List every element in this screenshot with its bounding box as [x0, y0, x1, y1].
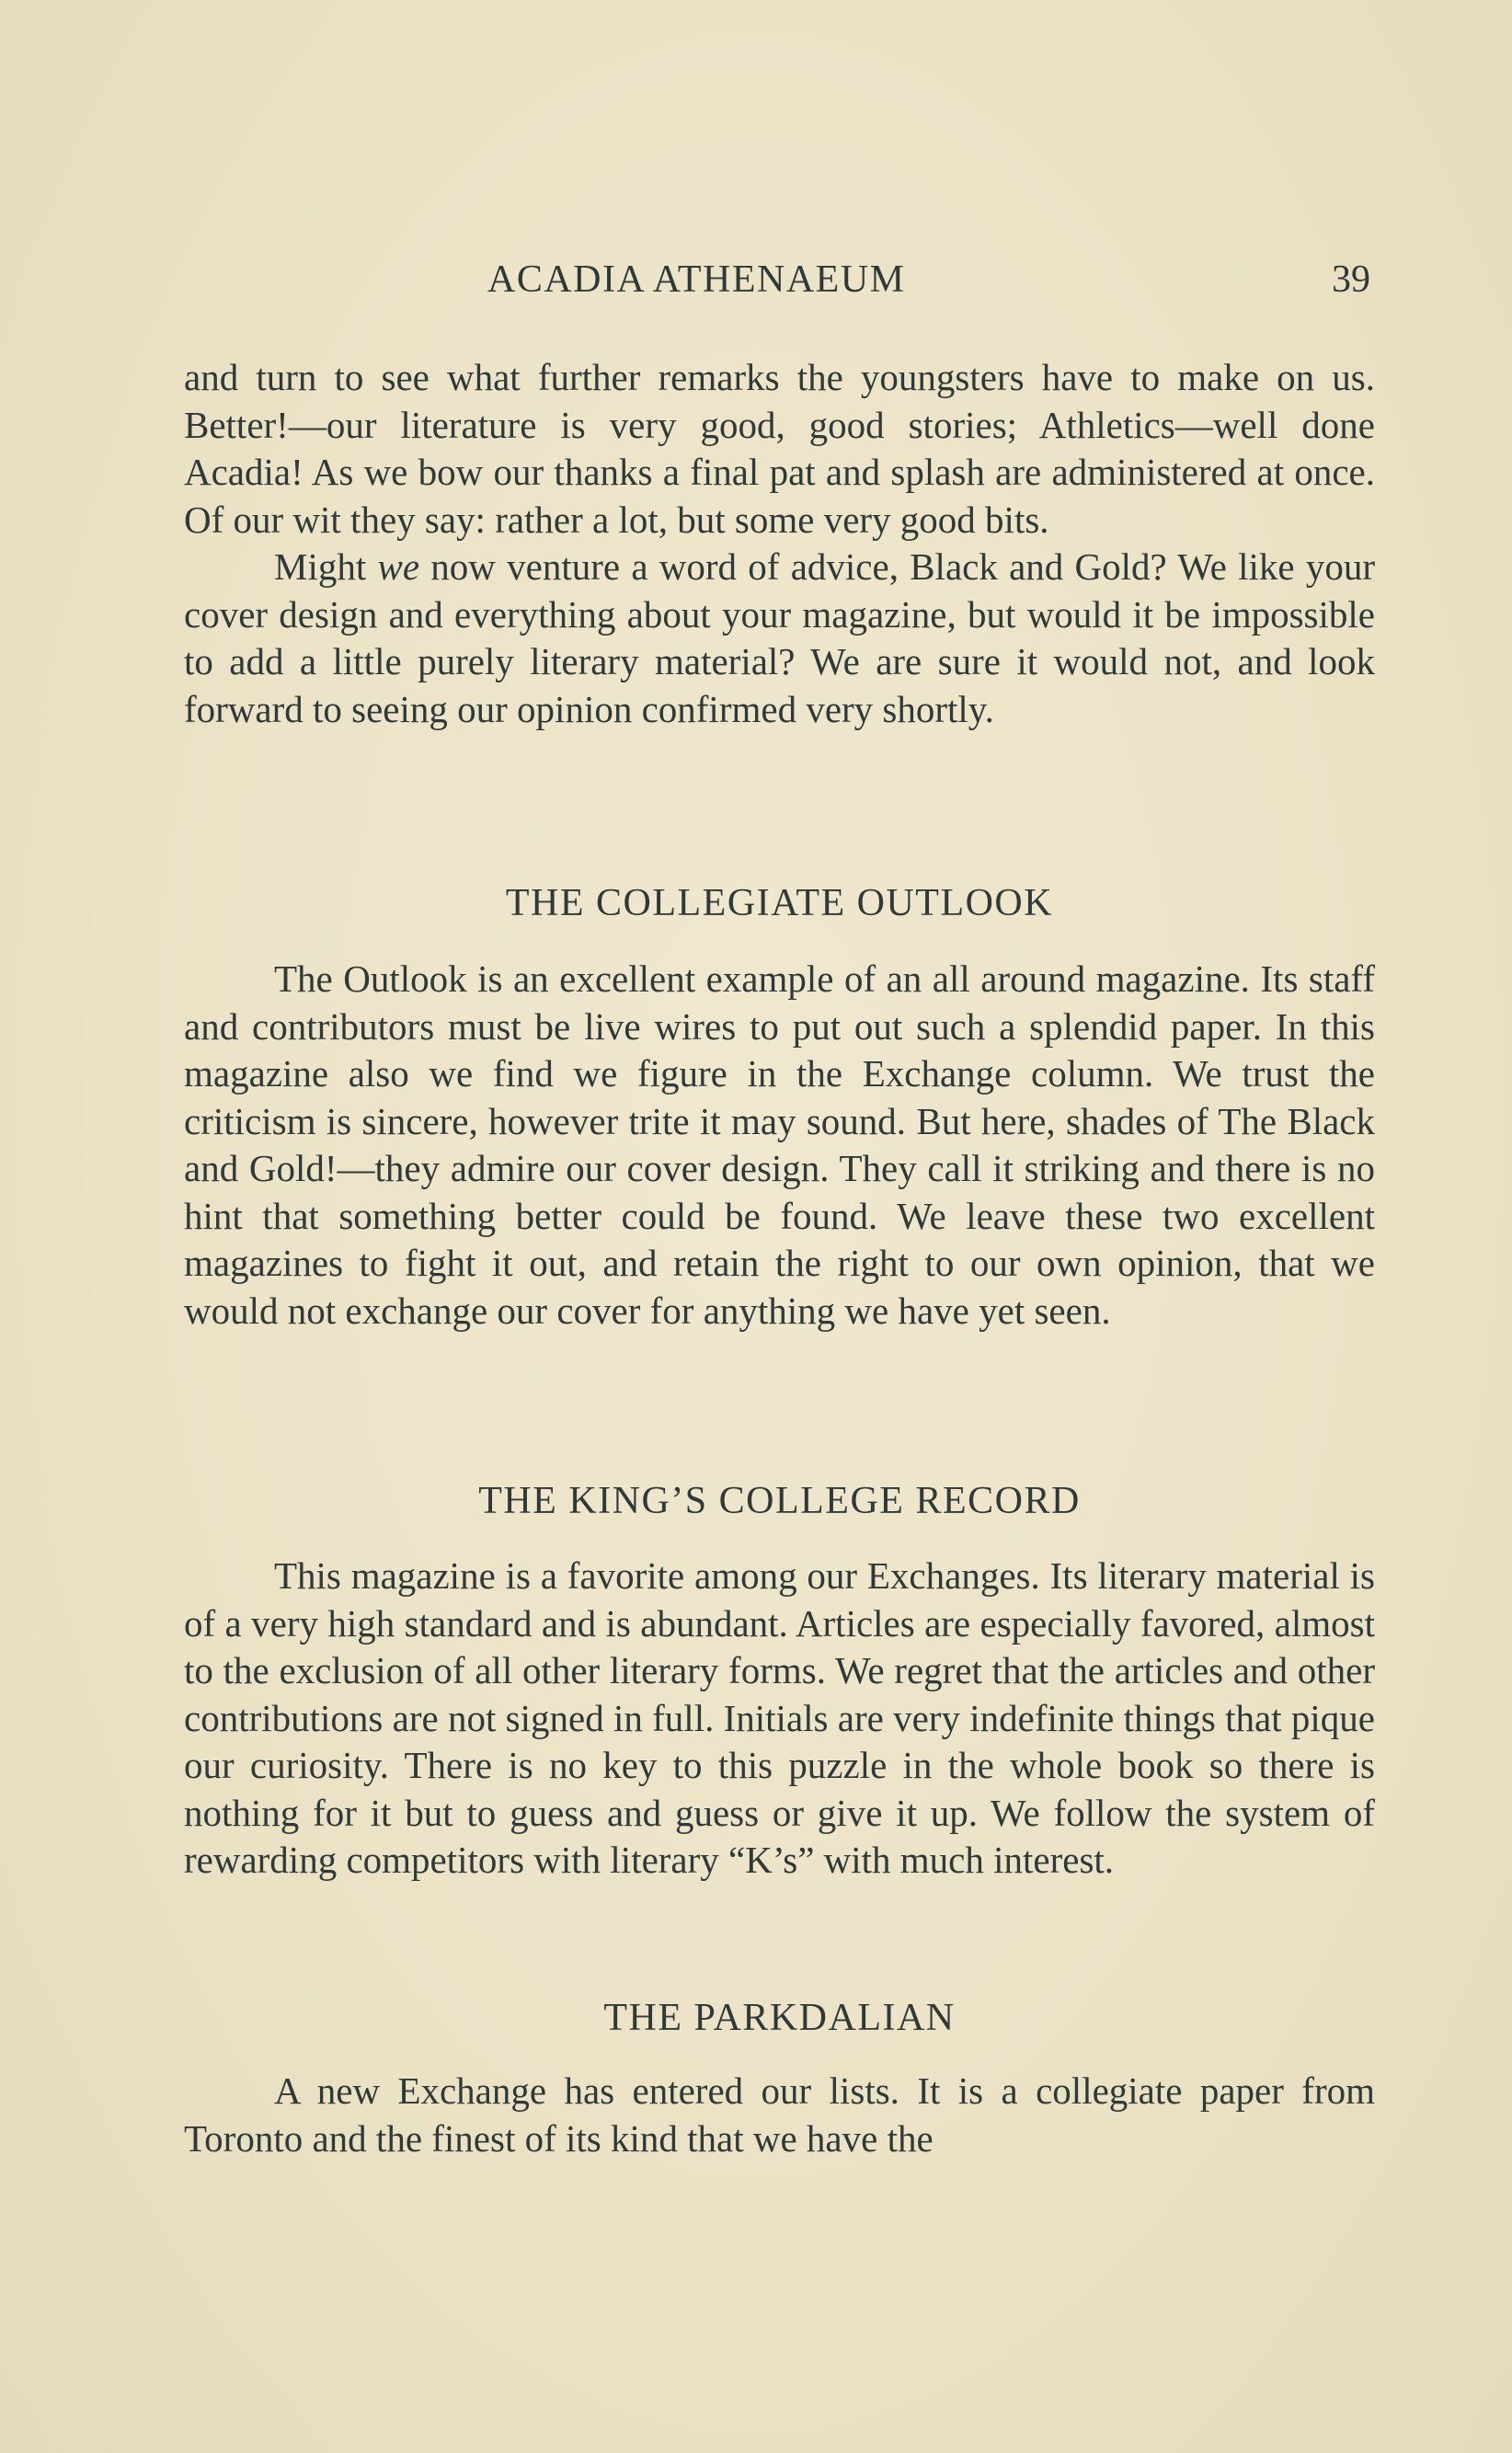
parkdalian-paragraph: A new Exchange has entered our lists. It is a collegiate paper from Toronto and the finest of its kind that we have the — [184, 2069, 1375, 2160]
collegiate-outlook-section — [184, 956, 1375, 1335]
kings-college-record-paragraph: This magazine is a favorite among our Exchanges. Its literary material is of a very high standard and is abundant. Articles are especially favored, almost to the exclusion of all other literary forms. We regret that the articles and other contributions are not signed in full. Initials are very indefinite things that pique our curiosity. There is no key to this puzzle in the whole book so there is nothing for it but to guess and guess or give it up. We follow the system of rewarding competitors with literary “K’s” with much interest. — [184, 1554, 1375, 1881]
collegiate-outlook-paragraph: The Outlook is an excellent example of an all around magazine. Its staff and contributors must be live wires to put out such a splendid paper. In this magazine also we find we figure in the Exchange column. We trust the criticism is sincere, however trite it may sound. But here, shades of The Black and Gold!—they admire our cover design. They call it striking and there is no hint that something better could be found. We leave these two excellent magazines to fight it out, and retain the right to our own opinion, that we would not exchange our cover for anything we have yet seen. — [184, 957, 1375, 1332]
running-title: ACADIA ATHENAEUM — [487, 258, 906, 301]
intro-paragraph-1: and turn to see what further remarks the youngsters have to make on us. Better!—our literature is very good, good stories; Athletics—well done Acadia! As we bow our thanks a final pat and splash are administered at once. Of our wit they say: rather a lot, but some very good bits. — [184, 356, 1375, 541]
parkdalian-section — [184, 2068, 1375, 2162]
heading-collegiate-outlook: THE COLLEGIATE OUTLOOK — [505, 882, 1054, 924]
intro-paragraph-2 — [184, 544, 1375, 733]
intro-paragraph-2-emphasis: we — [377, 545, 420, 588]
intro-paragraph-2-before: Might — [274, 545, 378, 588]
running-header — [184, 258, 1370, 313]
page-number: 39 — [1332, 258, 1370, 301]
heading-kings-college-record: THE KING’S COLLEGE RECORD — [478, 1480, 1081, 1522]
intro-paragraph-2-after: now venture a word of advice, Black and Gold? We like your cover design and everything about your magazine, but would it be impossible to add a little purely literary material? We are sure it would not, and look forward to seeing our opinion confirmed very shortly. — [184, 545, 1375, 730]
intro-section — [184, 354, 1375, 733]
kings-college-record-section — [184, 1553, 1375, 1885]
heading-parkdalian: THE PARKDALIAN — [603, 1997, 956, 2039]
